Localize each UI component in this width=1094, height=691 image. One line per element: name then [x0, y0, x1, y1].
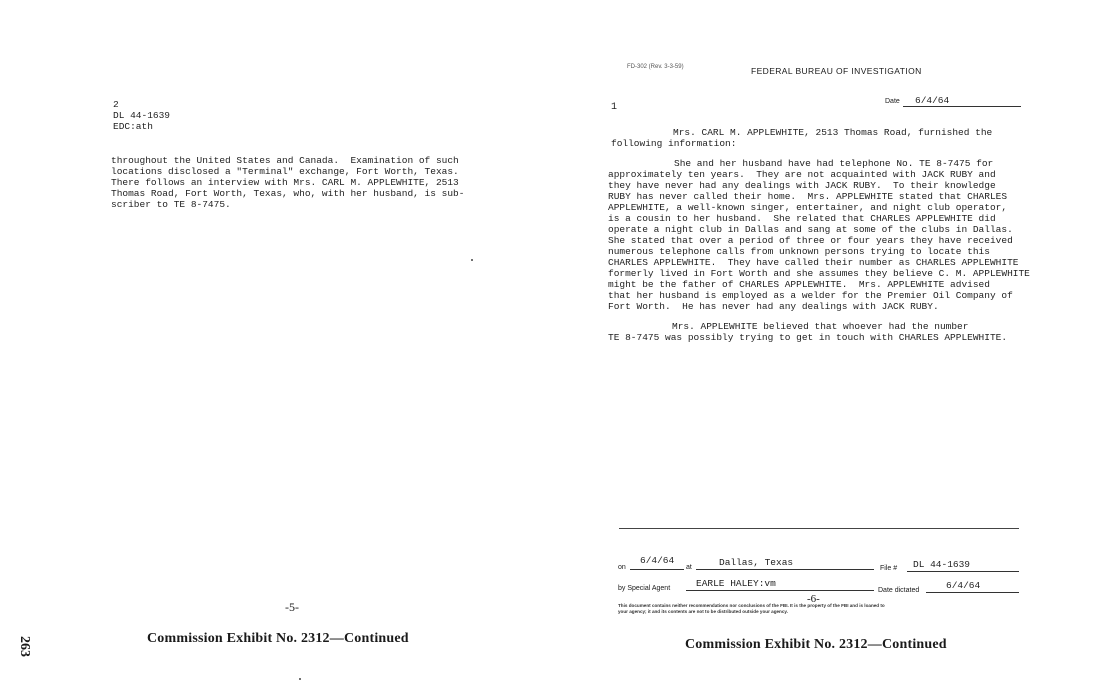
- left-header-page-number: 2: [113, 99, 119, 110]
- right-paragraph-2-line: numerous telephone calls from unknown persons trying to locate this: [608, 246, 990, 257]
- footer-at-value: Dallas, Texas: [719, 557, 794, 568]
- right-paragraph-2-line: that her husband is employed as a welder for the Premier Oil Company of: [608, 290, 1013, 301]
- left-page-mark: -5-: [285, 600, 299, 614]
- date-underline: [903, 106, 1021, 107]
- left-body-line: locations disclosed a "Terminal" exchange, Fort Worth, Texas.: [111, 166, 459, 177]
- right-paragraph-1: [611, 127, 992, 149]
- left-body-line: scriber to TE 8-7475.: [111, 199, 231, 210]
- left-exhibit-caption: [147, 631, 409, 647]
- footer-agent-label: by Special Agent: [618, 585, 671, 592]
- right-paragraph-2-line: CHARLES APPLEWHITE. They have called their number as CHARLES APPLEWHITE: [608, 257, 1019, 268]
- right-paragraph-2-line: is a cousin to her husband. She related that CHARLES APPLEWHITE did: [608, 213, 996, 224]
- right-paragraph-3-line: TE 8-7475 was possibly trying to get in touch with CHARLES APPLEWHITE.: [608, 332, 1008, 343]
- footer-disclaimer: [618, 603, 885, 615]
- date-label: Date: [885, 98, 900, 105]
- left-body-text: [111, 155, 464, 210]
- left-header-file-number: DL 44-1639: [113, 110, 171, 121]
- right-paragraph-2-line: approximately ten years. They are not acquainted with JACK RUBY and: [608, 169, 996, 180]
- left-body-line: throughout the United States and Canada. Examination of such: [111, 155, 459, 166]
- right-page-mark: -6-: [807, 593, 820, 605]
- right-paragraph-2-line: She and her husband have had telephone No. TE 8-7475 for: [674, 158, 994, 169]
- left-body-line: There follows an interview with Mrs. CARL M. APPLEWHITE, 2513: [111, 177, 459, 188]
- footer-on-label: on: [618, 564, 626, 571]
- right-paragraph-2-line: RUBY has never called their home. Mrs. APPLEWHITE stated that CHARLES: [608, 191, 1008, 202]
- left-body-line: Thomas Road, Fort Worth, Texas, who, with her husband, is sub-: [111, 188, 465, 199]
- right-paragraph-2-line: formerly lived in Fort Worth and she assumes they believe C. M. APPLEWHITE: [608, 268, 1030, 279]
- footer-disclaimer-line-1: This document contains neither recommendations nor conclusions of the FBI. It is the property of the FBI and is loaned to: [618, 603, 885, 608]
- right-paragraph-2-line: Fort Worth. He has never had any dealings with JACK RUBY.: [608, 301, 939, 312]
- right-paragraph-3: [608, 321, 1007, 343]
- right-paragraph-2-line: operate a night club in Dallas and sang at some of the clubs in Dallas.: [608, 224, 1013, 235]
- footer-disclaimer-line-2: your agency; it and its contents are not to be distributed outside your agency.: [618, 609, 788, 614]
- volume-page-number: 263: [17, 636, 32, 657]
- footer-dictated-value: 6/4/64: [946, 580, 981, 591]
- footer-dictated-label: Date dictated: [878, 587, 920, 594]
- form-number: FD-302 (Rev. 3-3-59): [627, 64, 684, 70]
- footer-at-label: at: [686, 564, 692, 571]
- date-value: 6/4/64: [915, 95, 950, 106]
- right-paragraph-2-line: She stated that over a period of three or four years they have received: [608, 235, 1013, 246]
- scan-speck-bottom: [299, 678, 301, 680]
- footer-at-underline: [696, 569, 874, 570]
- right-exhibit-caption: [685, 637, 947, 653]
- right-paragraph-3-line: Mrs. APPLEWHITE believed that whoever had the number: [672, 321, 969, 332]
- right-page-number: 1: [611, 102, 618, 113]
- footer-file-value: DL 44-1639: [913, 559, 971, 570]
- footer-agent-underline: [686, 590, 874, 591]
- agency-header: FEDERAL BUREAU OF INVESTIGATION: [751, 66, 922, 76]
- left-exhibit-caption-text: Commission Exhibit No. 2312—Continued: [147, 631, 409, 646]
- right-paragraph-2-line: APPLEWHITE, a well-known singer, entertainer, and night club operator,: [608, 202, 1008, 213]
- right-paragraph-2-line: might be the father of CHARLES APPLEWHITE. Mrs. APPLEWHITE advised: [608, 279, 990, 290]
- left-header-initials: EDC:ath: [113, 121, 153, 132]
- footer-on-underline: [630, 569, 684, 570]
- footer-separator: [619, 528, 1019, 529]
- right-exhibit-caption-text: Commission Exhibit No. 2312—Continued: [685, 637, 947, 652]
- right-paragraph-1-line: following information:: [611, 138, 737, 149]
- footer-on-value: 6/4/64: [640, 555, 675, 566]
- right-paragraph-2-line: they have never had any dealings with JACK RUBY. To their knowledge: [608, 180, 996, 191]
- footer-dictated-underline: [926, 592, 1019, 593]
- scan-speck: [471, 259, 473, 261]
- right-paragraph-2: [608, 158, 1030, 312]
- footer-agent-value: EARLE HALEY:vm: [696, 578, 776, 589]
- footer-file-label: File #: [880, 565, 898, 572]
- footer-file-underline: [907, 571, 1019, 572]
- right-paragraph-1-line: Mrs. CARL M. APPLEWHITE, 2513 Thomas Road, furnished the: [673, 127, 993, 138]
